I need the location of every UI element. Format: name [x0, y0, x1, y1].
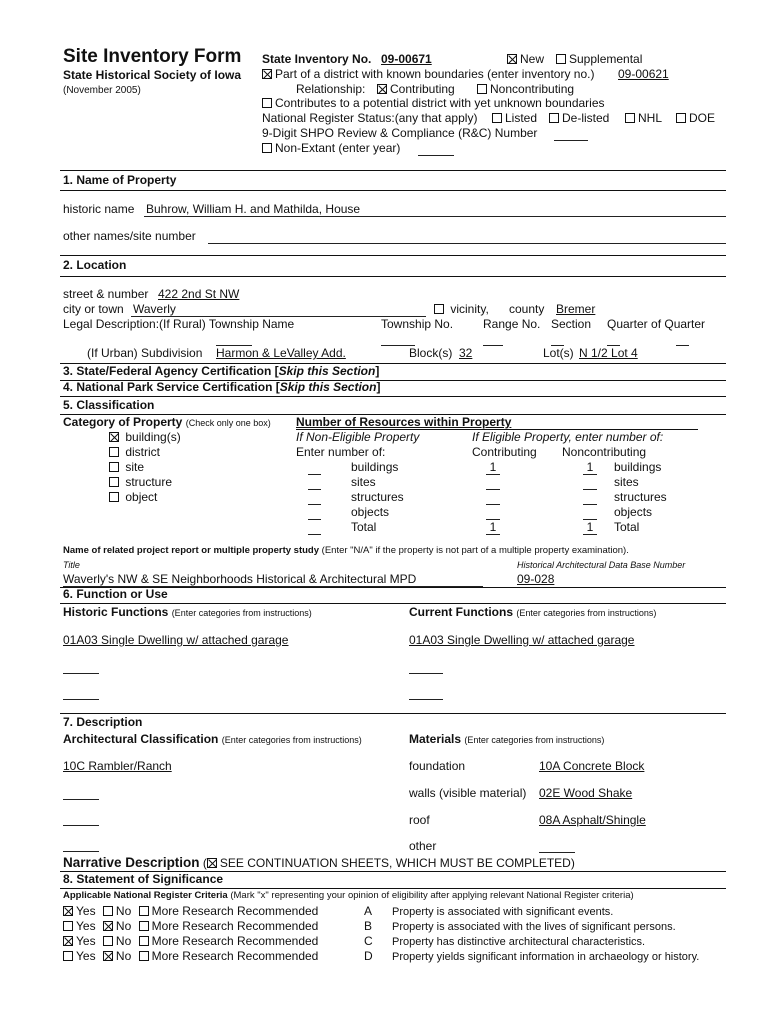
resource-type: buildings: [351, 460, 399, 474]
section-6-heading: 6. Function or Use: [63, 587, 168, 601]
historic-function-field[interactable]: [63, 699, 99, 700]
subdivision-value[interactable]: Harmon & LeValley Add.: [216, 346, 346, 360]
roof-label: roof: [409, 813, 430, 827]
roof-value[interactable]: 08A Asphalt/Shingle: [539, 813, 646, 827]
relationship-label: Relationship:: [296, 82, 366, 96]
resource-type: structures: [614, 490, 667, 504]
criteria-no-checkbox[interactable]: [103, 921, 113, 931]
lots-label: Lot(s): [543, 346, 574, 360]
nr-status-label: National Register Status:(any that apply): [262, 111, 478, 125]
contributing-count-field[interactable]: [486, 519, 500, 520]
lots-value[interactable]: N 1/2 Lot 4: [579, 346, 638, 360]
current-function-value[interactable]: 01A03 Single Dwelling w/ attached garage: [409, 633, 635, 647]
blocks-label: Block(s): [409, 346, 453, 360]
more-research-checkbox[interactable]: [139, 951, 149, 961]
divider: [60, 170, 726, 171]
non-eligible-count-field[interactable]: [308, 489, 321, 490]
contributing-count-field: [486, 474, 500, 475]
section-4-heading: 4. National Park Service Certification [Skip this Section]: [63, 380, 381, 394]
vicinity-option[interactable]: vicinity,: [434, 303, 489, 317]
noncontributing-col-label: Noncontributing: [562, 445, 647, 459]
walls-label: walls (visible material): [409, 786, 527, 800]
foundation-label: foundation: [409, 759, 466, 773]
county-value[interactable]: Bremer: [556, 302, 596, 316]
new-option[interactable]: New: [507, 53, 544, 67]
street-value[interactable]: 422 2nd St NW: [158, 287, 240, 301]
narrative-checkbox[interactable]: [207, 858, 217, 868]
category-object[interactable]: object: [109, 491, 157, 505]
criteria-description: Property yields significant information in archaeology or history.: [392, 951, 700, 963]
shpo-field[interactable]: [554, 140, 588, 141]
listed-checkbox[interactable]: [492, 113, 502, 123]
form-title: Site Inventory Form: [63, 46, 242, 67]
db-number-label: Historical Architectural Data Base Number: [517, 560, 686, 570]
noncontributing-count[interactable]: 1: [586, 460, 594, 474]
resource-type: Total: [614, 520, 640, 534]
delisted-option[interactable]: De-listed: [549, 112, 609, 126]
site-checkbox[interactable]: [109, 462, 119, 472]
range-no-label: Range No.: [483, 317, 541, 331]
divider: [60, 190, 726, 191]
noncontributing-count-field[interactable]: [583, 519, 597, 520]
criteria-row: Yes No More Research Recommended: [63, 935, 318, 949]
contributing-count-field[interactable]: [486, 504, 500, 505]
resource-type: structures: [351, 490, 404, 504]
arch-classification-field[interactable]: [63, 851, 99, 852]
historic-name-field: [144, 216, 726, 217]
criteria-yes-checkbox[interactable]: [63, 921, 73, 931]
section-5-heading: 5. Classification: [63, 398, 155, 412]
city-value[interactable]: Waverly: [133, 302, 176, 316]
category-site[interactable]: site: [109, 461, 144, 475]
criteria-letter: C: [364, 934, 373, 948]
criteria-letter: B: [364, 919, 373, 933]
criteria-no-checkbox[interactable]: [103, 951, 113, 961]
street-label: street & number: [63, 287, 149, 301]
nonextant-checkbox[interactable]: [262, 143, 272, 153]
criteria-description: Property has distinctive architectural characteristics.: [392, 936, 646, 948]
section-8-heading: 8. Statement of Significance: [63, 872, 224, 886]
criteria-description: Property is associated with significant events.: [392, 906, 614, 918]
shpo-label: 9-Digit SHPO Review & Compliance (R&C) Number: [262, 126, 538, 140]
section-7-heading: 7. Description: [63, 715, 143, 729]
historic-functions-header: Historic Functions (Enter categories from instructions): [63, 605, 312, 619]
historic-name-value[interactable]: Buhrow, William H. and Mathilda, House: [146, 202, 361, 216]
more-research-checkbox[interactable]: [139, 936, 149, 946]
walls-value[interactable]: 02E Wood Shake: [539, 786, 633, 800]
more-research-checkbox[interactable]: [139, 906, 149, 916]
db-number-value[interactable]: 09-028: [517, 572, 555, 586]
inventory-number[interactable]: 09-00671: [381, 52, 432, 66]
resource-type: buildings: [614, 460, 662, 474]
criteria-header: Applicable National Register Criteria (Mark "x" representing your opinion of eligibility after applying relevant National Register criteria): [63, 890, 634, 901]
resource-type: objects: [351, 505, 390, 519]
doe-checkbox[interactable]: [676, 113, 686, 123]
resources-header: Number of Resources within Property: [296, 415, 512, 429]
other-material-field[interactable]: [539, 852, 575, 853]
non-eligible-count-field[interactable]: [308, 534, 321, 535]
section-label: Section: [551, 317, 592, 331]
divider: [60, 888, 726, 889]
category-building[interactable]: building(s): [109, 431, 181, 445]
current-functions-header: Current Functions (Enter categories from instructions): [409, 605, 657, 619]
nonextant-year-field[interactable]: [418, 155, 454, 156]
new-checkbox[interactable]: [507, 54, 517, 64]
contributing-count-field[interactable]: [486, 489, 500, 490]
section-3-heading: 3. State/Federal Agency Certification [Skip this Section]: [63, 364, 380, 378]
structure-checkbox[interactable]: [109, 477, 119, 487]
criteria-yes-checkbox[interactable]: [63, 936, 73, 946]
criteria-row: Yes No More Research Recommended: [63, 905, 318, 919]
contributing-count-field: [486, 534, 500, 535]
potential-checkbox[interactable]: [262, 98, 272, 108]
range-no-field[interactable]: [483, 345, 503, 346]
district-checkbox[interactable]: [262, 69, 272, 79]
criteria-letter: A: [364, 904, 373, 918]
eligible-label: If Eligible Property, enter number of:: [472, 430, 664, 444]
resource-type: sites: [351, 475, 376, 489]
non-eligible-count-field[interactable]: [308, 474, 321, 475]
noncontributing-count-field: [583, 474, 597, 475]
other-material-label: other: [409, 839, 437, 853]
current-function-field[interactable]: [409, 699, 443, 700]
section-2-heading: 2. Location: [63, 258, 127, 272]
more-research-checkbox[interactable]: [139, 921, 149, 931]
related-title-value[interactable]: Waverly's NW & SE Neighborhoods Historical & Architectural MPD: [63, 572, 417, 586]
nonextant-option[interactable]: Non-Extant (enter year): [262, 142, 400, 156]
divider: [60, 396, 726, 397]
divider: [60, 713, 726, 714]
contributing-option[interactable]: Contributing: [377, 83, 455, 97]
building-checkbox[interactable]: [109, 432, 119, 442]
non-eligible-count-field[interactable]: [308, 519, 321, 520]
nhl-checkbox[interactable]: [625, 113, 635, 123]
criteria-no-checkbox[interactable]: [103, 936, 113, 946]
city-label: city or town: [63, 302, 124, 316]
arch-classification-field[interactable]: [63, 825, 99, 826]
noncontributing-count[interactable]: 1: [586, 520, 594, 534]
noncontributing-checkbox[interactable]: [477, 84, 487, 94]
non-eligible-label: If Non-Eligible Property: [296, 430, 420, 444]
non-eligible-count-field[interactable]: [308, 504, 321, 505]
foundation-value[interactable]: 10A Concrete Block: [539, 759, 645, 773]
district-option[interactable]: Part of a district with known boundaries (enter inventory no.): [262, 68, 595, 82]
contributing-count[interactable]: 1: [489, 520, 497, 534]
township-no-label: Township No.: [381, 317, 454, 331]
criteria-yes-checkbox[interactable]: [63, 951, 73, 961]
divider: [60, 603, 726, 604]
object-checkbox[interactable]: [109, 492, 119, 502]
enter-number-label: Enter number of:: [296, 445, 386, 459]
delisted-checkbox[interactable]: [549, 113, 559, 123]
contributing-col-label: Contributing: [472, 445, 537, 459]
title-label: Title: [63, 560, 80, 570]
category-header: Category of Property (Check only one box): [63, 415, 271, 429]
category-district[interactable]: district: [109, 446, 160, 460]
district-category-checkbox[interactable]: [109, 447, 119, 457]
current-function-field[interactable]: [409, 673, 443, 674]
vicinity-checkbox[interactable]: [434, 304, 444, 314]
criteria-yes-checkbox[interactable]: [63, 906, 73, 916]
supplemental-checkbox[interactable]: [556, 54, 566, 64]
blocks-value[interactable]: 32: [459, 346, 473, 360]
contributing-checkbox[interactable]: [377, 84, 387, 94]
form-date: (November 2005): [63, 85, 141, 96]
doe-option[interactable]: DOE: [676, 112, 715, 126]
criteria-letter: D: [364, 949, 373, 963]
contributing-count[interactable]: 1: [489, 460, 497, 474]
criteria-row: Yes No More Research Recommended: [63, 920, 318, 934]
criteria-no-checkbox[interactable]: [103, 906, 113, 916]
section-1-heading: 1. Name of Property: [63, 173, 177, 187]
noncontributing-count-field: [583, 534, 597, 535]
listed-option[interactable]: Listed: [492, 112, 537, 126]
noncontributing-count-field[interactable]: [583, 504, 597, 505]
criteria-description: Property is associated with the lives of significant persons.: [392, 921, 676, 933]
arch-classification-field[interactable]: [63, 799, 99, 800]
potential-district-option[interactable]: Contributes to a potential district with yet unknown boundaries: [262, 97, 605, 111]
divider: [60, 276, 726, 277]
legal-description-label: Legal Description:(If Rural) Township Name: [63, 317, 295, 331]
historic-function-value[interactable]: 01A03 Single Dwelling w/ attached garage: [63, 633, 289, 647]
narrative-description: Narrative Description ( SEE CONTINUATION SHEETS, WHICH MUST BE COMPLETED): [63, 855, 575, 870]
noncontributing-option[interactable]: Noncontributing: [477, 83, 574, 97]
society-name: State Historical Society of Iowa: [63, 68, 242, 82]
district-number[interactable]: 09-00621: [618, 67, 669, 81]
resource-type: sites: [614, 475, 639, 489]
quarter-label: Quarter of Quarter: [607, 317, 706, 331]
resource-type: objects: [614, 505, 653, 519]
criteria-row: Yes No More Research Recommended: [63, 950, 318, 964]
resource-type: Total: [351, 520, 377, 534]
divider: [60, 255, 726, 256]
noncontributing-count-field[interactable]: [583, 489, 597, 490]
materials-header: Materials (Enter categories from instructions): [409, 732, 605, 746]
arch-classification-value[interactable]: 10C Rambler/Ranch: [63, 759, 172, 773]
other-names-field[interactable]: [208, 243, 726, 244]
related-study-label: Name of related project report or multiple property study (Enter "N/A" if the property is not part of a multiple property examination).: [63, 545, 629, 556]
inventory-label: State Inventory No.: [262, 52, 372, 66]
historic-function-field[interactable]: [63, 673, 99, 674]
county-label: county: [509, 302, 545, 316]
supplemental-option[interactable]: Supplemental: [556, 53, 642, 67]
other-names-label: other names/site number: [63, 229, 196, 243]
nhl-option[interactable]: NHL: [625, 112, 662, 126]
category-structure[interactable]: structure: [109, 476, 172, 490]
urban-label: (If Urban) Subdivision: [87, 346, 203, 360]
historic-name-label: historic name: [63, 202, 135, 216]
quarter-of-quarter-field[interactable]: [676, 345, 689, 346]
arch-classification-header: Architectural Classification (Enter categories from instructions): [63, 732, 362, 746]
